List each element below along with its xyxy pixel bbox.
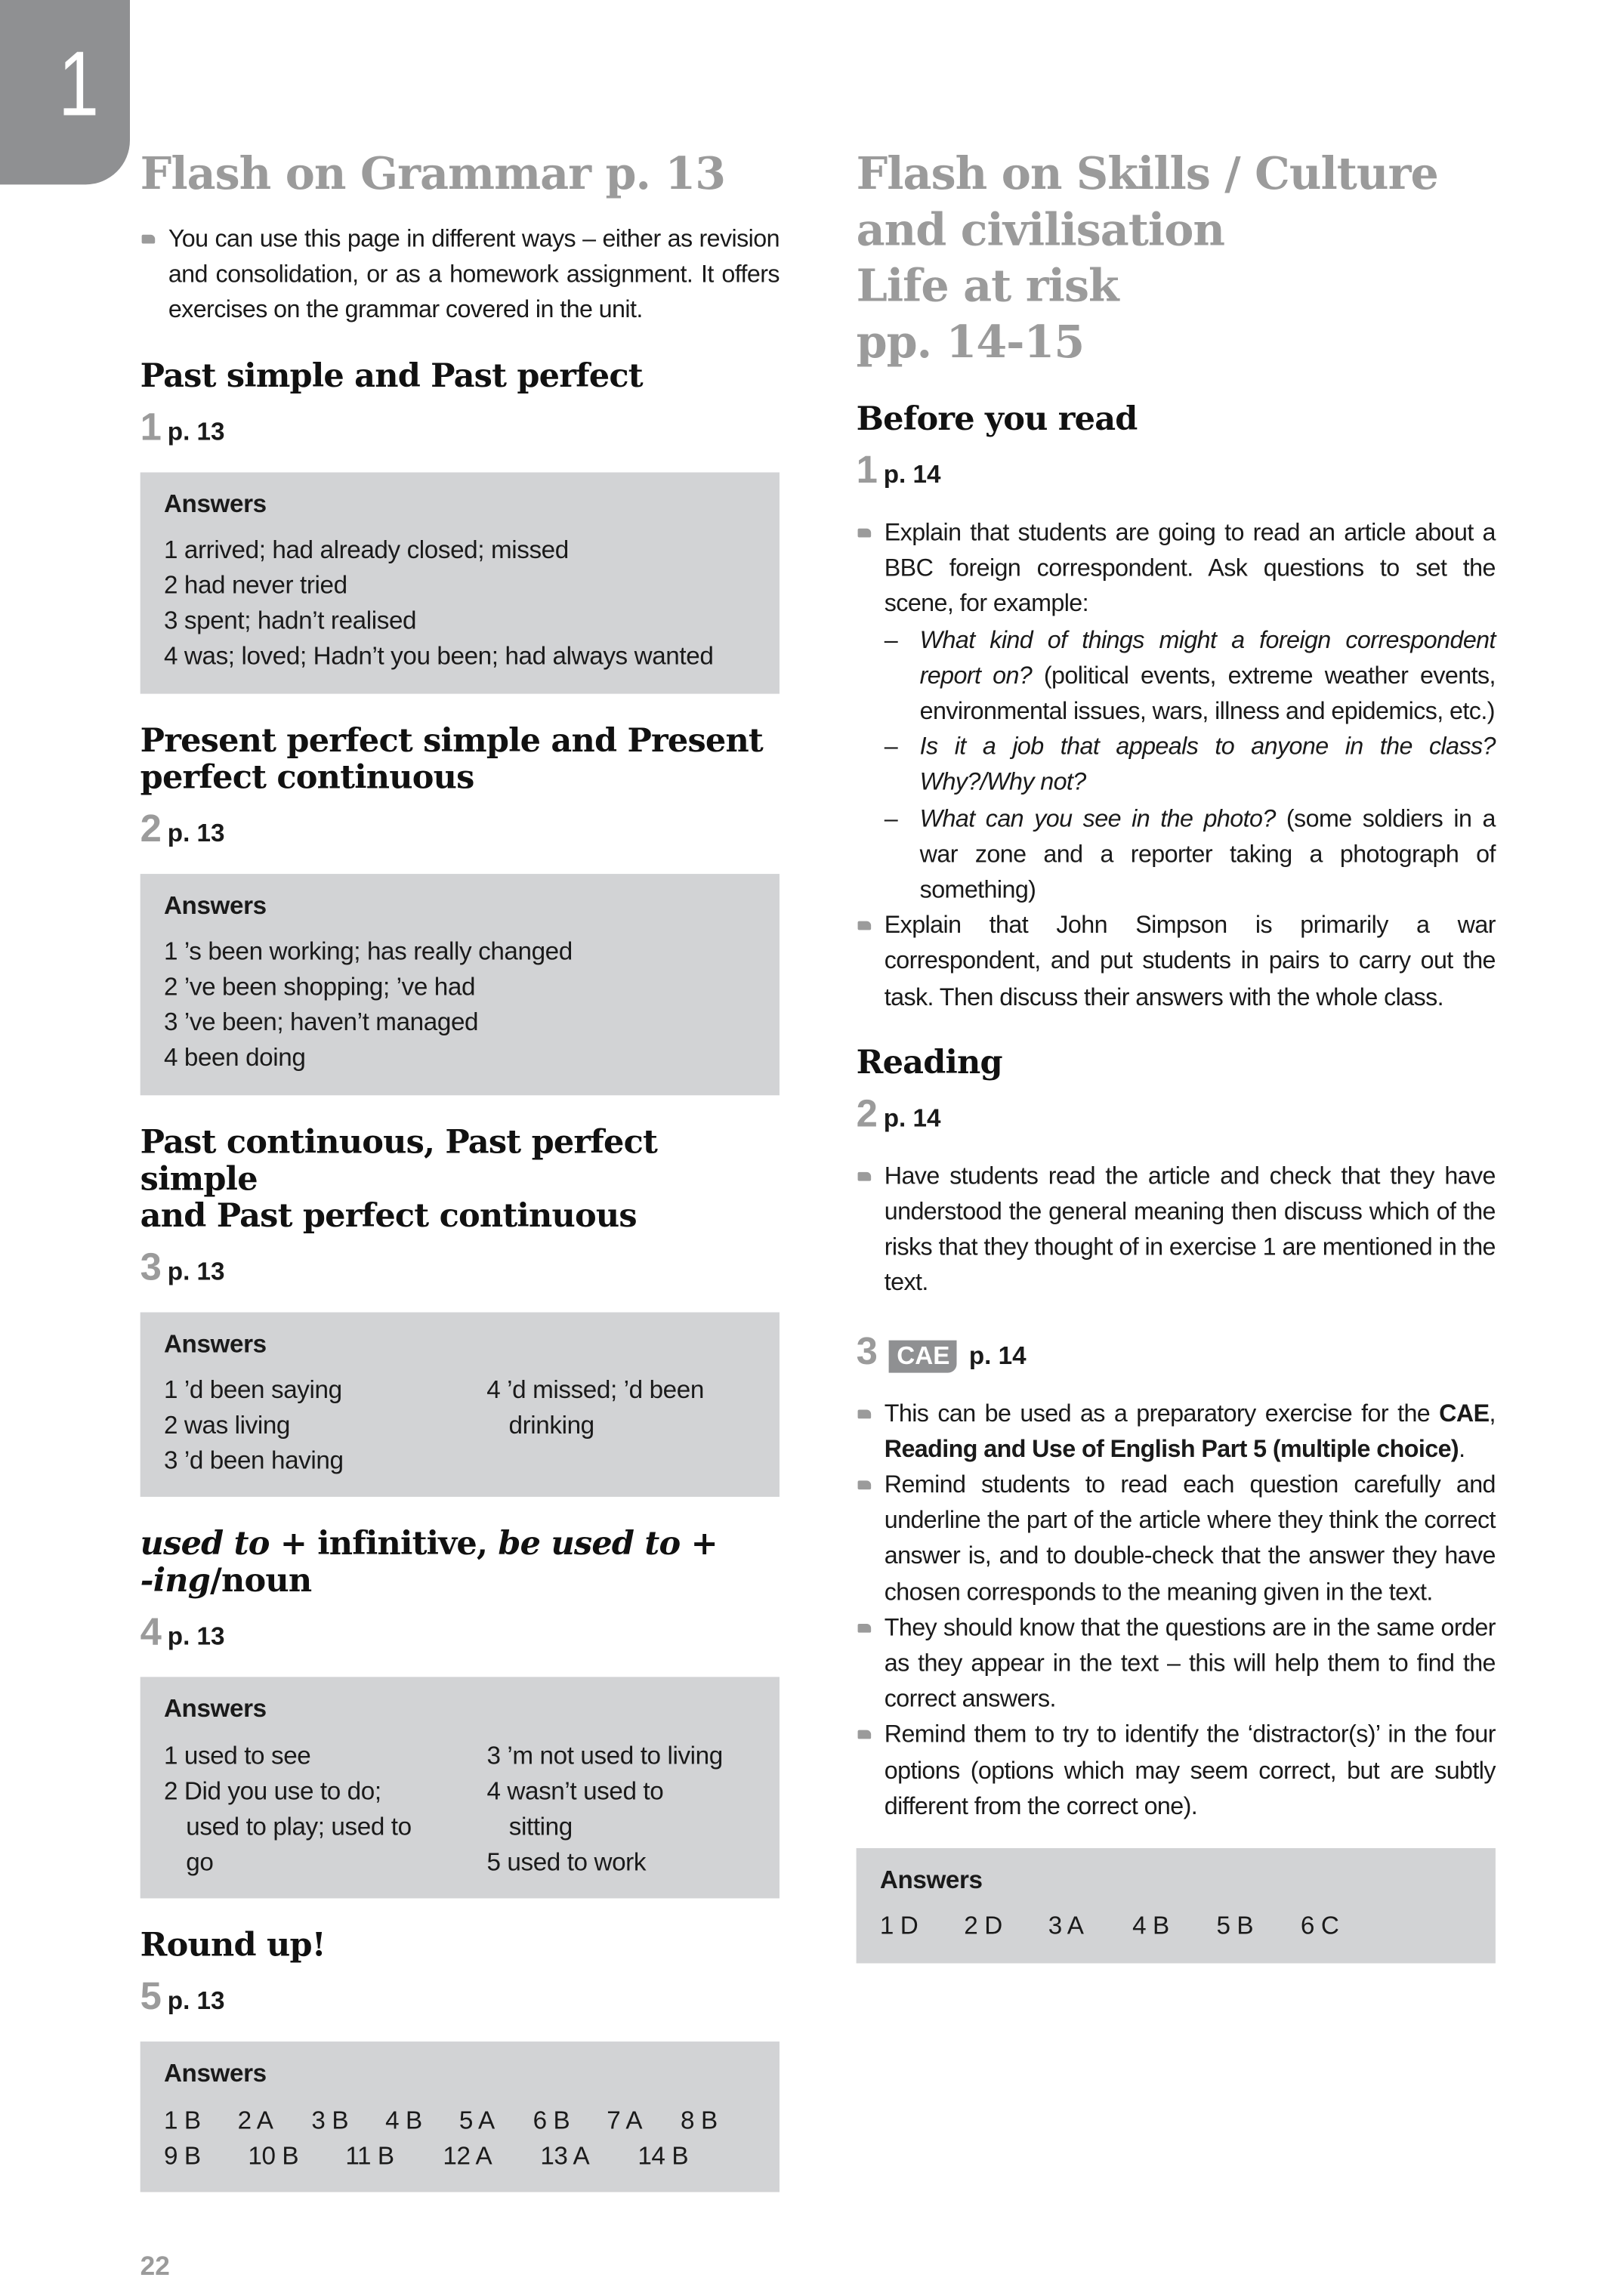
section-heading (140, 1527, 780, 1601)
answer-item: 1 D (879, 1912, 919, 1940)
title-line: Flash on Skills / Culture (856, 149, 1438, 201)
answer-item: 3 B (311, 2106, 349, 2134)
answer-item: 11 B (345, 2141, 394, 2170)
exercise-ref (140, 1974, 780, 2024)
left-column (140, 147, 780, 2282)
answer-item: 6 B (533, 2106, 570, 2134)
intro-bullet: You can use this page in different ways – either as revision and consolidation, or as a homework assignment. It offers exercises on the grammar covered in the unit. (140, 221, 780, 329)
dash: – (884, 733, 898, 761)
title-line: pp. 14-15 (856, 317, 1085, 369)
answers-box (140, 472, 780, 693)
answer-line: 3 ’d been having (163, 1446, 344, 1476)
answer-item: 5 B (1216, 1912, 1254, 1940)
page-number: 22 (140, 2251, 170, 2281)
answer-item: 1 B (163, 2106, 201, 2134)
ex3-bullets (857, 1396, 1496, 1825)
exercise-number: 2 (140, 805, 162, 850)
bullet: Explain that students are going to read an article about a BBC foreign correspondent. Ask questions to set the scene, for example: (857, 515, 1496, 622)
unit-tab (0, 0, 130, 184)
answer-item: 14 B (638, 2141, 689, 2170)
answer-line: 3 ’ve been; haven’t managed (163, 1008, 479, 1037)
question-text: Is it a job that appeals to anyone in the class? Why?/Why not? (919, 733, 1496, 797)
exercise-ref (140, 805, 780, 855)
sub-item (857, 730, 1496, 801)
heading-part: + (680, 1525, 718, 1564)
section-heading (140, 1122, 780, 1236)
exercise-page: p. 14 (883, 460, 941, 489)
left-title: Flash on Grammar p. 13 (140, 149, 726, 201)
answers-label: Answers (163, 1695, 267, 1724)
answer-item: 12 A (443, 2141, 492, 2170)
exercise-number: 1 (140, 403, 162, 449)
answer-hint: (political events, extreme weather events, environmental issues, wars, illness and epidemics, etc.) (919, 662, 1496, 725)
exercise-number: 1 (856, 447, 878, 492)
section-heading: Before you read (856, 400, 1138, 439)
question-text: What can you see in the photo? (919, 805, 1276, 832)
answer-line: 4 was; loved; Hadn’t you been; had always wanted (163, 643, 714, 671)
title-line: and civilisation (856, 205, 1224, 258)
answers-label: Answers (879, 1866, 983, 1894)
answer-line: 5 used to work (486, 1848, 647, 1877)
answers-label: Answers (163, 2060, 267, 2088)
answers-box (140, 2042, 780, 2193)
answer-line: 4 ’d missed; ’d been drinking (486, 1375, 704, 1440)
section-heading (140, 723, 780, 797)
answer-item: 10 B (248, 2141, 299, 2170)
exercise-page: p. 14 (968, 1341, 1027, 1370)
answer-item: 5 A (458, 2106, 495, 2134)
heading-part: be used to (498, 1525, 681, 1564)
cae-badge: CAE (890, 1340, 958, 1372)
answer-item: 4 B (1132, 1912, 1169, 1940)
exercise-ref (857, 1328, 1496, 1378)
answer-item: 4 B (385, 2106, 422, 2134)
exercise-page: p. 13 (167, 1987, 225, 2016)
exercise-number: 5 (140, 1974, 162, 2019)
heading-line: Past continuous, Past perfect simple (140, 1122, 658, 1199)
exercise-number: 2 (856, 1091, 878, 1135)
bullet: Remind them to try to identify the ‘distractor(s)’ in the four options (options which may seem correct, but are subtly different from the correct one). (857, 1717, 1496, 1825)
exercise-ref (140, 1609, 780, 1659)
section-heading: Reading (856, 1043, 1002, 1082)
heading-line: and Past perfect continuous (140, 1196, 637, 1236)
exercise-ref (857, 447, 1496, 497)
dash: – (884, 805, 898, 832)
answer-line: 1 arrived; had already closed; missed (163, 535, 569, 564)
bullet: Explain that John Simpson is primarily a war correspondent, and put students in pairs to carry out the task. Then discuss their answers with the whole class. (857, 908, 1496, 1015)
answers-box (140, 1677, 780, 1899)
exercise-ref (140, 404, 780, 454)
exercise-number: 4 (140, 1609, 162, 1654)
heading-part: -ing (140, 1562, 211, 1601)
answer-item: 6 C (1300, 1912, 1339, 1940)
exercise-page: p. 13 (167, 1622, 225, 1652)
right-title (857, 147, 1496, 372)
title-line: Life at risk (856, 261, 1119, 313)
exercise-page: p. 13 (167, 819, 225, 847)
answer-item: 9 B (163, 2141, 201, 2170)
answer-item: 3 A (1048, 1912, 1084, 1940)
heading-part: used to (140, 1525, 270, 1564)
exercise-page: p. 14 (883, 1103, 941, 1132)
sub-item (857, 801, 1496, 909)
answers-label: Answers (163, 489, 267, 518)
answer-line: 3 spent; hadn’t realised (163, 606, 417, 635)
answer-line: 4 wasn’t used to sitting (486, 1776, 664, 1841)
answer-line: 1 ’s been working; has really changed (163, 937, 573, 965)
unit-number: 1 (58, 33, 100, 136)
answer-item: 7 A (607, 2106, 643, 2134)
answers-box (140, 873, 780, 1094)
bullet: This can be used as a preparatory exercise for the CAE, Reading and Use of English Part 5 (multiple choice). (857, 1396, 1496, 1467)
section-heading: Past simple and Past perfect (140, 356, 643, 396)
answer-line: 3 ’m not used to living (486, 1741, 723, 1770)
answer-item: 8 B (681, 2106, 718, 2134)
exercise-number: 3 (140, 1243, 162, 1288)
right-column (857, 147, 1496, 1962)
heading-part: + infinitive, (269, 1525, 499, 1564)
answer-hint: (some soldiers in a war zone and a reporter taking a photograph of something) (919, 805, 1496, 904)
answer-line: 1 ’d been saying (163, 1375, 342, 1404)
exercise-ref (857, 1091, 1496, 1140)
answers-box (140, 1312, 780, 1498)
exercise-number: 3 (856, 1328, 878, 1373)
answer-line: 1 used to see (163, 1741, 311, 1770)
exercise-ref (140, 1244, 780, 1294)
answers-label: Answers (163, 890, 267, 919)
question-text: What kind of things might a foreign correspondent report on? (919, 626, 1496, 690)
answer-line: 4 been doing (163, 1044, 306, 1072)
bullet: Remind students to read each question carefully and underline the part of the article where they think the correct answer is, and to double-check that the answer they have chosen corresponds to the meaning given in the text. (857, 1467, 1496, 1610)
answers-label: Answers (163, 1329, 267, 1358)
bullet: Have students read the article and check that they have understood the general meaning then discuss which of the risks that they thought of in exercise 1 are mentioned in the text. (857, 1159, 1496, 1301)
answer-item: 2 D (964, 1912, 1002, 1940)
answer-line: 2 Did you use to do; used to play; used to go (163, 1776, 412, 1877)
before-bullets (857, 515, 1496, 1015)
heading-part: /noun (210, 1562, 312, 1601)
answer-line: 2 ’ve been shopping; ’ve had (163, 973, 476, 1001)
dash: – (884, 626, 898, 654)
answer-line: 2 was living (163, 1411, 291, 1440)
exercise-page: p. 13 (167, 417, 225, 446)
answer-item: 13 A (540, 2141, 590, 2170)
answer-item: 2 A (237, 2106, 273, 2134)
heading-line: Present perfect simple and Present (140, 721, 764, 760)
exercise-page: p. 13 (167, 1257, 225, 1285)
answer-line: 2 had never tried (163, 571, 347, 600)
answers-box (857, 1848, 1496, 1962)
sub-item (857, 622, 1496, 730)
section-heading: Round up! (140, 1927, 326, 1966)
bullet: They should know that the questions are in the same order as they appear in the text – this will help them to find the correct answers. (857, 1610, 1496, 1717)
heading-line: perfect continuous (140, 758, 474, 797)
